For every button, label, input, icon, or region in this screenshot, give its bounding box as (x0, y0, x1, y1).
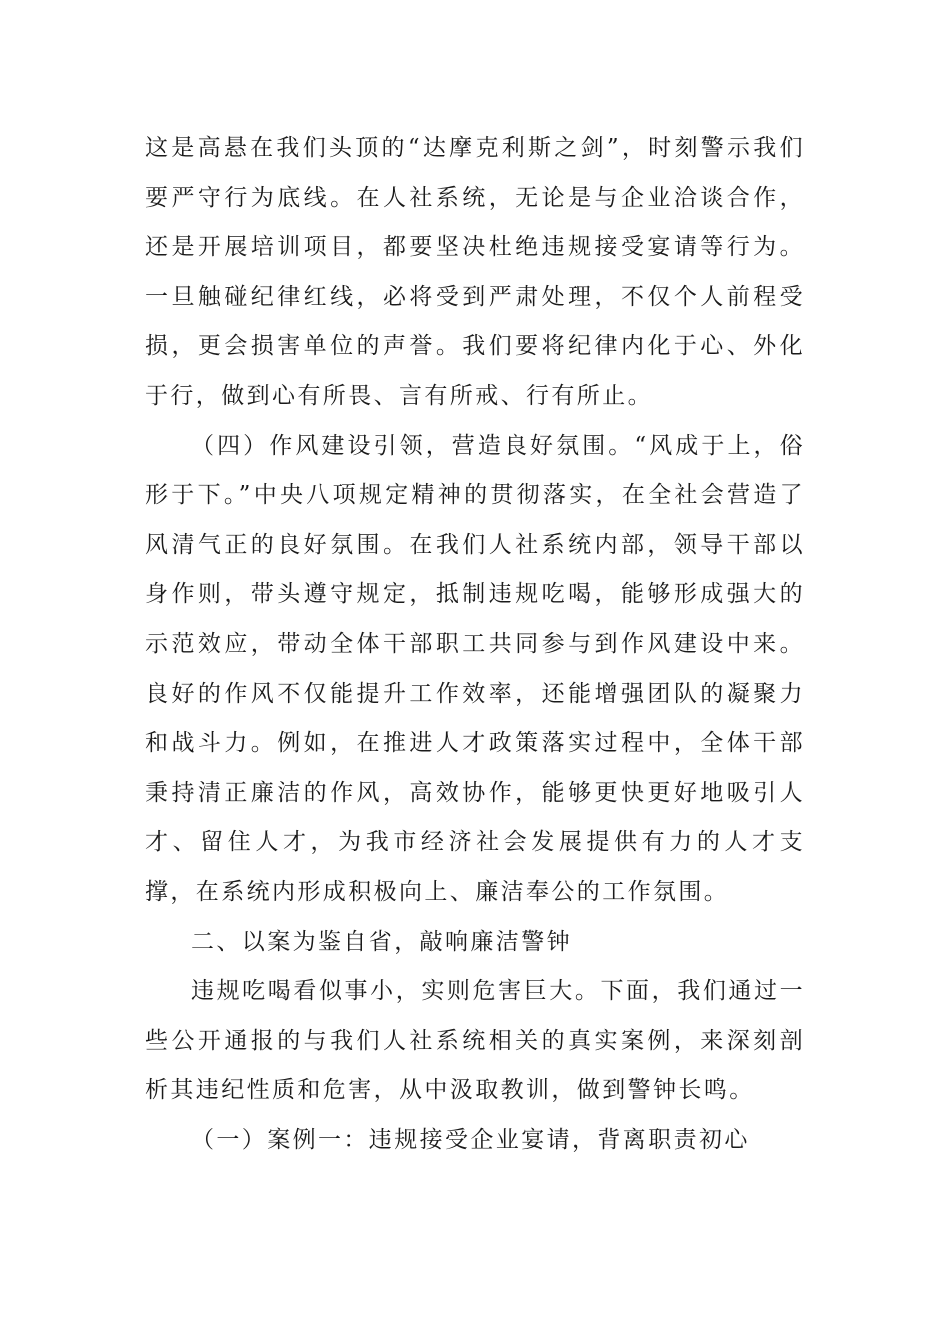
document-body (145, 124, 805, 1165)
paragraph-discipline-sword: 这是高悬在我们头顶的“达摩克利斯之剑”，时刻警示我们要严守行为底线。在人社系统，无论是与企业洽谈合作，还是开展培训项目，都要坚决杜绝违规接受宴请等行为。一旦触碰纪律红线，必将受到严肃处理，不仅个人前程受损，更会损害单位的声誉。我们要将纪律内化于心、外化于行，做到心有所畏、言有所戒、行有所止。 (145, 135, 805, 409)
heading-case-one: （一）案例一：违规接受企业宴请，背离职责初心 (191, 1126, 750, 1153)
heading-section-two: 二、以案为鉴自省，敲响廉洁警钟 (191, 928, 572, 955)
paragraph-section-four: （四）作风建设引领，营造良好氛围。“风成于上，俗形于下。”中央八项规定精神的贯彻落实，在全社会营造了风清气正的良好氛围。在我们人社系统内部，领导干部以身作则，带头遵守规定，抵制违规吃喝，能够形成强大的示范效应，带动全体干部职工共同参与到作风建设中来。良好的作风不仅能提升工作效率，还能增强团队的凝聚力和战斗力。例如，在推进人才政策落实过程中，全体干部秉持清正廉洁的作风，高效协作，能够更快更好地吸引人才、留住人才，为我市经济社会发展提供有力的人才支撑，在系统内形成积极向上、廉洁奉公的工作氛围。 (145, 432, 805, 905)
paragraph-case-intro: 违规吃喝看似事小，实则危害巨大。下面，我们通过一些公开通报的与我们人社系统相关的真实案例，来深刻剖析其违纪性质和危害，从中汲取教训，做到警钟长鸣。 (145, 978, 805, 1104)
